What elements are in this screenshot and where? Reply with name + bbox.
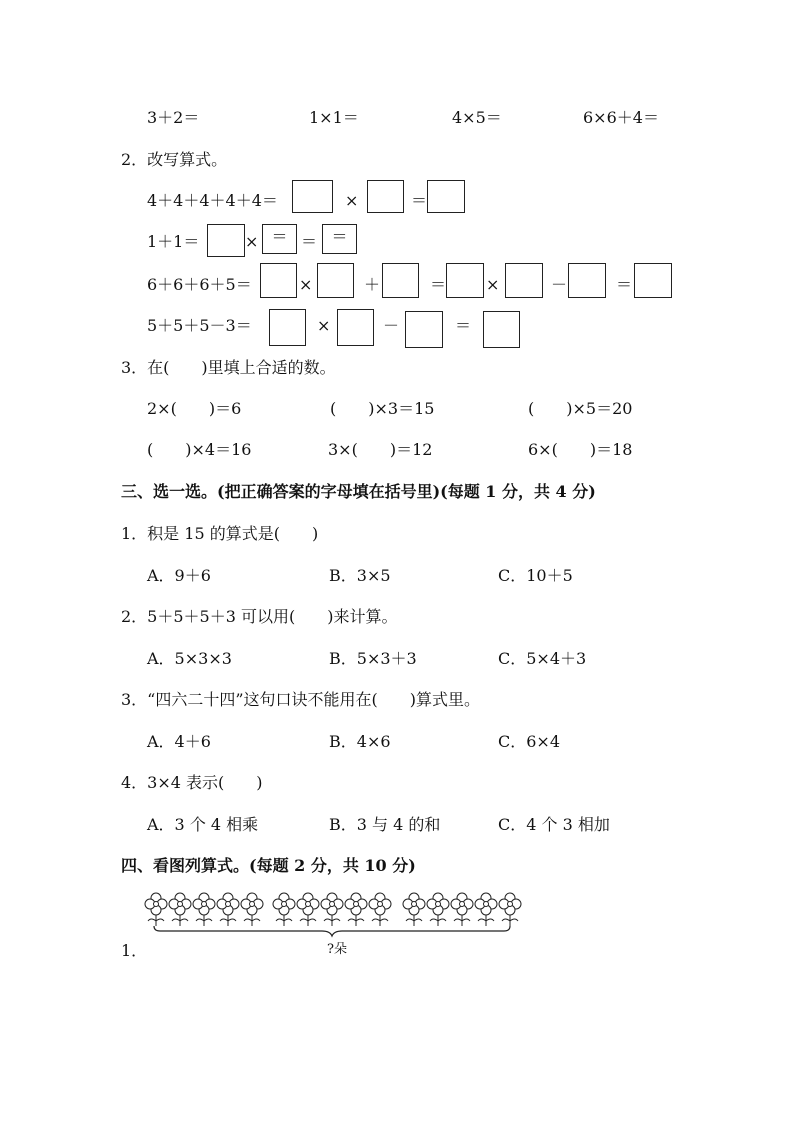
equals-sign: ＝ <box>616 275 633 294</box>
answer-box[interactable] <box>405 311 443 348</box>
q2-r3-left: 6＋6＋6＋5＝ <box>147 275 252 294</box>
s3-q3-stem: 3．“四六二十四”这句口诀不能用在( )算式里。 <box>121 690 481 709</box>
q3-item[interactable]: ( )×5＝20 <box>528 399 633 418</box>
flower-icon <box>145 893 167 926</box>
flower-icon <box>475 893 497 926</box>
equals-sign: ＝ <box>455 316 472 335</box>
answer-box[interactable] <box>446 263 484 298</box>
q2-r4-left: 5＋5＋5－3＝ <box>147 316 252 335</box>
flower-icon <box>297 893 319 926</box>
option-b[interactable]: B．3×5 <box>329 566 391 585</box>
answer-box-printed[interactable]: ＝ <box>262 224 297 254</box>
answer-box[interactable] <box>207 224 245 257</box>
q2-r2-left: 1＋1＝ <box>147 232 200 251</box>
s3-q2-stem: 2．5＋5＋5＋3 可以用( )来计算。 <box>121 607 398 626</box>
option-c[interactable]: C．10＋5 <box>498 566 573 585</box>
equals-sign: ＝ <box>430 275 447 294</box>
s4-item-number: 1． <box>121 941 148 960</box>
expr-4-times-5: 4×5＝ <box>452 108 502 127</box>
answer-box[interactable] <box>260 263 297 298</box>
flower-icon <box>427 893 449 926</box>
times-sign: × <box>345 191 359 210</box>
equals-sign: ＝ <box>301 232 318 251</box>
times-sign: × <box>317 316 331 335</box>
answer-box-printed[interactable]: ＝ <box>322 224 357 254</box>
expr-6-times-6-plus-4: 6×6＋4＝ <box>583 108 659 127</box>
q3-item[interactable]: 2×( )＝6 <box>147 399 242 418</box>
flower-icon <box>273 893 295 926</box>
q3-item[interactable]: 3×( )＝12 <box>328 440 433 459</box>
option-a[interactable]: A．9＋6 <box>147 566 211 585</box>
times-sign: × <box>245 232 259 251</box>
option-b[interactable]: B．4×6 <box>329 732 391 751</box>
option-a[interactable]: A．3 个 4 相乘 <box>147 815 259 834</box>
answer-box[interactable] <box>317 263 354 298</box>
q3-item[interactable]: ( )×3＝15 <box>330 399 435 418</box>
flower-icon <box>169 893 191 926</box>
expr-1-times-1: 1×1＝ <box>309 108 359 127</box>
answer-box[interactable] <box>427 180 465 213</box>
answer-box[interactable] <box>337 309 374 346</box>
q3-item[interactable]: 6×( )＝18 <box>528 440 633 459</box>
option-c[interactable]: C．4 个 3 相加 <box>498 815 610 834</box>
section4-heading: 四、看图列算式。(每题 2 分，共 10 分) <box>121 856 416 875</box>
answer-box[interactable] <box>269 309 306 346</box>
flower-icon <box>241 893 263 926</box>
q3-item[interactable]: ( )×4＝16 <box>147 440 252 459</box>
plus-sign: ＋ <box>364 275 381 294</box>
flower-icon <box>499 893 521 926</box>
q2-title: 2．改写算式。 <box>121 150 228 169</box>
minus-sign: － <box>383 316 400 335</box>
equals-sign: ＝ <box>411 191 428 210</box>
s3-q1-stem: 1．积是 15 的算式是( ) <box>121 524 319 543</box>
section3-heading: 三、选一选。(把正确答案的字母填在括号里)(每题 1 分，共 4 分) <box>121 482 596 501</box>
flower-icon <box>451 893 473 926</box>
flower-icon <box>403 893 425 926</box>
option-b[interactable]: B．3 与 4 的和 <box>329 815 441 834</box>
brace-label: ?朵 <box>327 942 347 957</box>
answer-box[interactable] <box>505 263 543 298</box>
minus-sign: － <box>551 275 568 294</box>
answer-box[interactable] <box>367 180 404 213</box>
expr-3-plus-2: 3＋2＝ <box>147 108 200 127</box>
flower-icon <box>369 893 391 926</box>
answer-box[interactable] <box>634 263 672 298</box>
option-a[interactable]: A．5×3×3 <box>147 649 232 668</box>
brace <box>154 926 510 936</box>
flower-icon <box>217 893 239 926</box>
answer-box[interactable] <box>382 263 419 298</box>
answer-box[interactable] <box>292 180 333 213</box>
flower-icon <box>321 893 343 926</box>
option-b[interactable]: B．5×3＋3 <box>329 649 417 668</box>
flower-icon <box>345 893 367 926</box>
flower-icon <box>193 893 215 926</box>
s3-q4-stem: 4．3×4 表示( ) <box>121 773 263 792</box>
times-sign: × <box>486 275 500 294</box>
option-a[interactable]: A．4＋6 <box>147 732 211 751</box>
answer-box[interactable] <box>483 311 520 348</box>
q2-r1-left: 4＋4＋4＋4＋4＝ <box>147 191 278 210</box>
option-c[interactable]: C．5×4＋3 <box>498 649 587 668</box>
times-sign: × <box>299 275 313 294</box>
answer-box[interactable] <box>568 263 606 298</box>
q3-title: 3．在( )里填上合适的数。 <box>121 358 336 377</box>
option-c[interactable]: C．6×4 <box>498 732 561 751</box>
